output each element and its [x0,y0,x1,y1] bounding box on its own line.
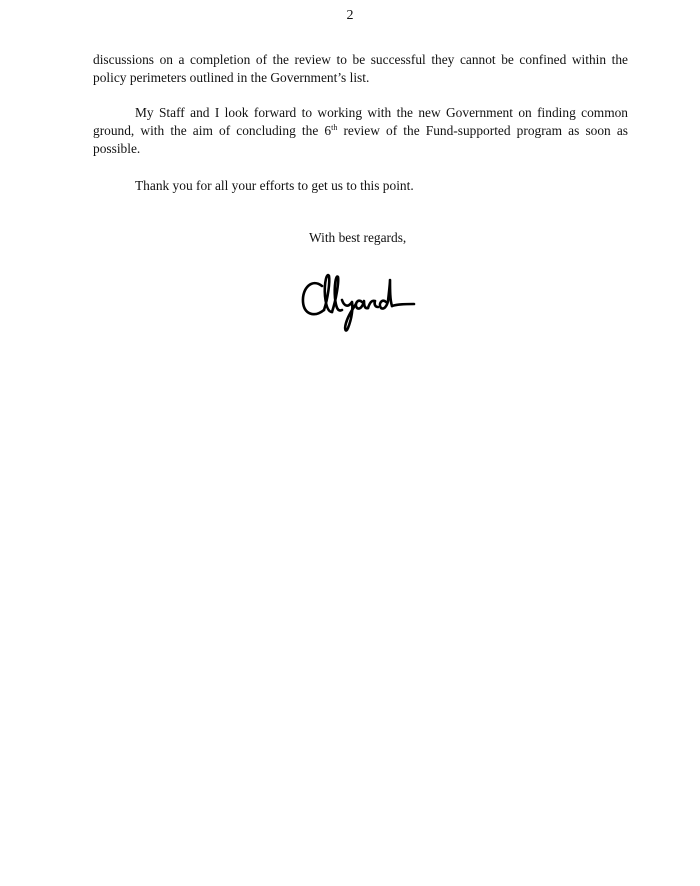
paragraph-continuation: discussions on a completion of the review to be successful they cannot be confined within the policy perimeters outlined in the Government’s list. [93,52,628,85]
closing-salutation: With best regards, [309,230,407,245]
handwritten-signature [298,268,423,338]
paragraph-staff [93,104,628,158]
ordinal-suffix: th [331,123,338,132]
paragraph-staff-text-a: My Staff and I look forward to working with the new Government on finding common ground, with the aim of concluding the 6 [93,105,628,138]
paragraph-staff-text-b: review of the Fund-supported program as soon as possible. [93,123,629,156]
page-number: 2 [346,8,354,23]
paragraph-thanks: Thank you for all your efforts to get us to this point. [135,178,414,193]
